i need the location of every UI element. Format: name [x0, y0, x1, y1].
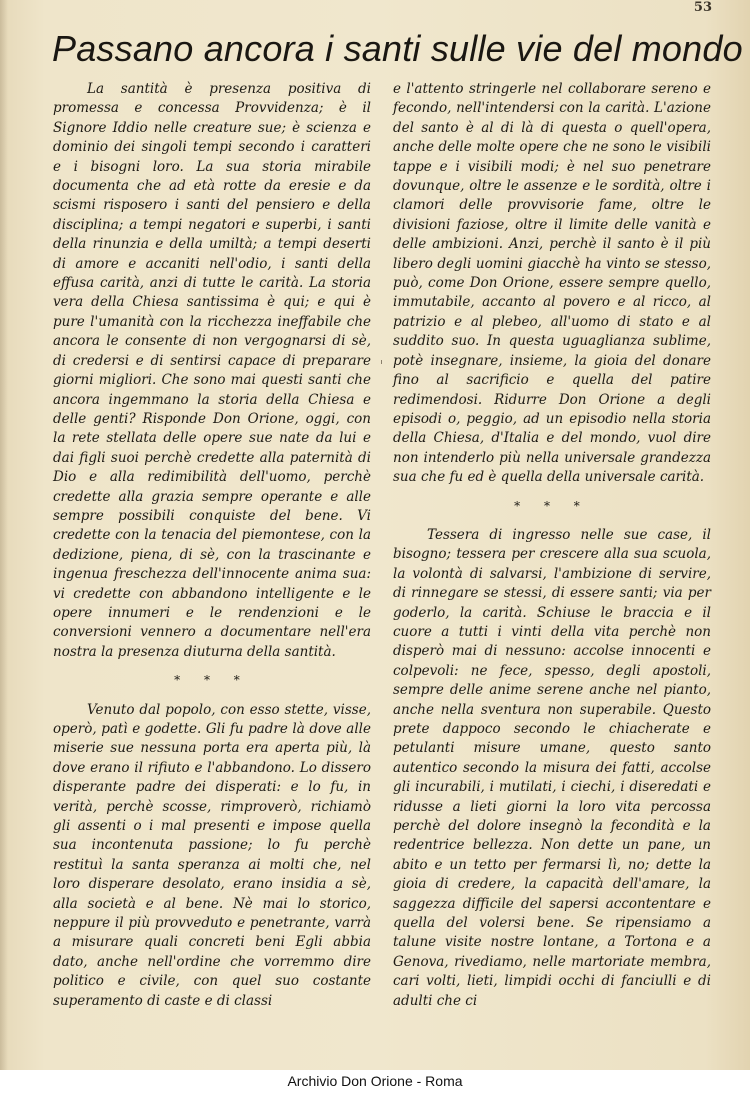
section-separator-right: * * *: [514, 498, 590, 513]
right-column: [393, 80, 711, 1011]
left-column: [53, 80, 371, 1011]
section-separator-left: * * *: [174, 673, 250, 688]
left-paragraph-1: La santità è presenza positiva di promessa e concessa Provvidenza; è il Signore Iddio nelle creature sue; è scienza e dominio dei singoli tempi secondo i caratteri e i bisogni loro. La sua storia mirabile documenta che ad età rotte da eresie e da scismi risposero i santi del pensiero e della disciplina; a tempi negatori e superbi, i santi della rinunzia e della umiltà; a tempi deserti di amore e accaniti nell'odio, i santi della effusa carità, anzi di tutte le carità. La storia vera della Chiesa santissima è qui; e qui è pure l'umanità con la ricchezza ineffabile che ancora le consente di non vergognarsi di sè, di credersi e di sentirsi capace di preparare giorni migliori. Che sono mai questi santi che ancora ingemmano la storia della Chiesa e delle genti? Risponde Don Orione, oggi, con la rete stellata delle opere sue nate da lui e dai figli suoi perchè credette alla paternità di Dio e alla redimibilità dell'uomo, perchè credette alla grazia sempre operante e alle sempre possibili conquiste del bene. Vi credette con la tenacia del piemontese, con la dedizione, piena, di sè, con la trascinante e ingenua freschezza dell'innocente anima sua: vi credette con abbandono intelligente e le opere innumeri e le rendenzioni e le conversioni vennero a documentare nell'era nostra la presenza diuturna della santità.: [53, 81, 371, 660]
article-title: Passano ancora i santi sulle vie del mondo: [52, 28, 743, 69]
archive-caption: Archivio Don Orione - Roma: [287, 1073, 463, 1089]
page-edge-shadow: [0, 0, 8, 1070]
right-paragraph-1: e l'attento stringerle nel collaborare sereno e fecondo, nell'intendersi con la carità. L'azione del santo è al di là di questa o quell'opera, anche delle molte opere che ne sono le visibili tappe e i visibili modi; è nel suo penetrare dovunque, oltre le assenze e le sordità, oltre i clamori delle provvisorie fame, oltre le divisioni faziose, oltre il limite delle vanità e delle ambizioni. Anzi, perchè il santo è il più libero degli uomini giacchè ha vinto se stesso, può, come Don Orione, essere sempre quello, immutabile, accanto al povero e al ricco, al patrizio e al plebeo, all'uomo di stato e al suddito suo. In questa uguaglianza sublime, potè insegnare, insieme, la gioia del donare fino al sacrificio e quella del patire redimendosi. Ridurre Don Orione a degli episodi o, peggio, ad un episodio nella storia della Chiesa, d'Italia e del mondo, vuol dire non intenderlo più nella universale grandezza sua che fu ed è quella della universale carità.: [393, 81, 711, 486]
right-paragraph-2: Tessera di ingresso nelle sue case, il bisogno; tessera per crescere alla sua scuola, la volontà di salvarsi, l'ambizione di servire, di rinnegare se stessi, di essere santi; via per goderlo, la carità. Schiuse le braccia e il cuore a tutti i vinti della vita perchè non disperò mai di nessuno: accolse innocenti e colpevoli: ne fece, spesso, degli apostoli, sempre delle anime serene anche nel pianto, anche nella sventura non superabile. Questo prete dappoco secondo le chiacherate e petulanti misure umane, questo santo autentico secondo la misura dei fatti, accolse gli incurabili, i mutilati, i ciechi, i diseredati e ridusse a lieti giorni la loro vita percossa perchè del dolore insegnò la fecondità e la redentrice bellezza. Non dette un pane, un abito e un tetto per fermarsi lì, no; dette la gioia di credere, la capacità dell'amare, la saggezza difficile del sapersi accontentare e quella del volersi bene. Se ripensiamo a talune visite nostre lontane, a Tortona e a Genova, rivediamo, nelle martoriate membra, cari volti, lieti, limpidi occhi di fanciulli e di adulti che ci: [393, 526, 711, 1009]
left-paragraph-2: Venuto dal popolo, con esso stette, visse, operò, patì e godette. Gli fu padre là dove alle miserie sue nessuna porta era aperta più, là dove erano il rifiuto e l'abbandono. Lo dissero disperante padre dei disperati: e lo fu, in verità, perchè scosse, rimproverò, richiamò gli assenti o i mal presenti e impose quella sua incontenuta passione; lo fu perchè restituì la santa speranza ai molti che, nel loro disperare desolato, erano insidia a sè, alla società e al bene. Nè mai lo storico, neppure il più provveduto e penetrante, varrà a misurare quali concreti beni Egli abbia dato, anche nell'ordine che vorremmo dire politico e civile, con quel suo costante superamento di caste e di classi: [53, 701, 371, 1009]
page-number: 53: [693, 0, 712, 15]
column-mark: [381, 360, 382, 364]
